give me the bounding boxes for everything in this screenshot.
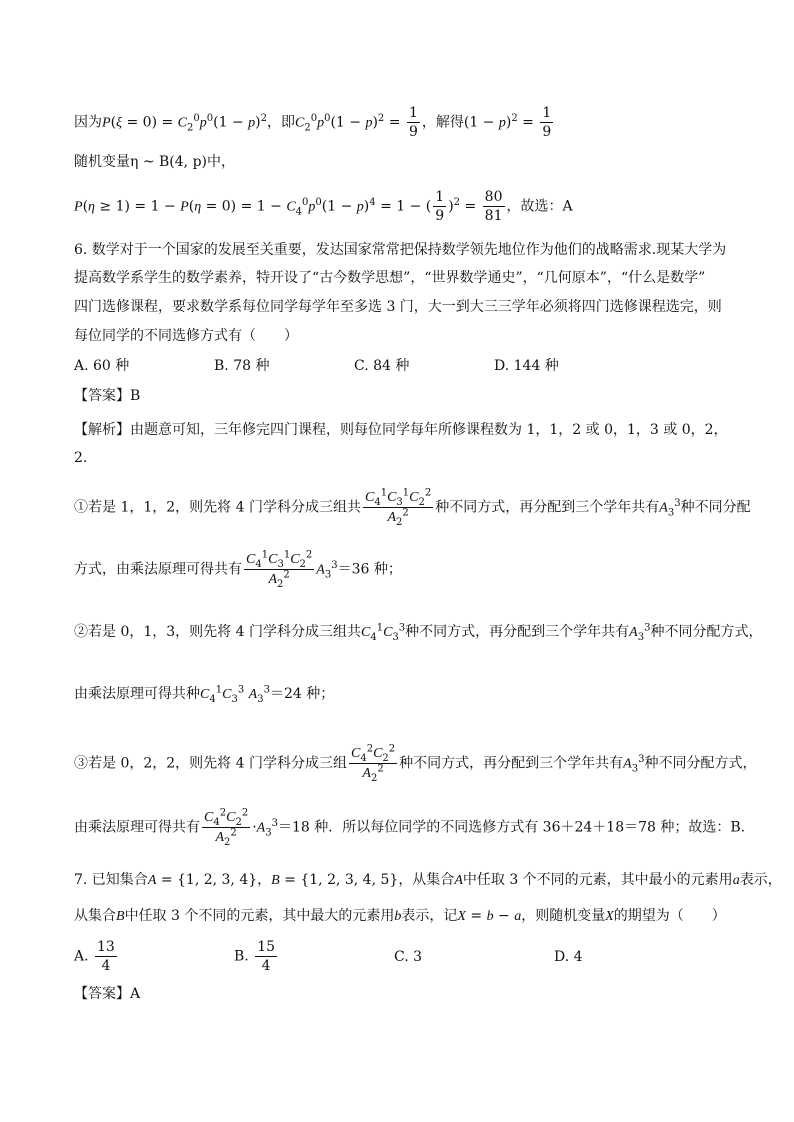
q7-stem-2: 从集合B中任取 3 个不同的元素，其中最大的元素用b表示，记X = b − a，则随机变量X的期望为（ ） [74, 908, 726, 924]
fraction: $\frac{1}{9}$ [435, 189, 445, 224]
text: ＝18 种．所以每位同学的不同选修方式有 36＋24＋18＝78 种；故选：B. [277, 819, 746, 836]
q7-options [74, 938, 674, 975]
text: 由乘法原理可得共种 [74, 686, 200, 702]
q6-analysis-1: 【解析】由题意可知，三年修完四门课程，则每位同学每年所修课程数为 1，1，2 或 0，1，3 或 0，2， [74, 422, 728, 438]
text: 种不同分配方式， [644, 755, 757, 772]
q6-stem-3: 四门选修课程，要求数学系每位同学每学年至多选 3 门，大一到大三三学年必须将四门选修课程选完，则 [74, 299, 722, 315]
formula: P [102, 115, 111, 131]
text: 从集合 [74, 908, 116, 924]
option-b: B. 78 种 [214, 358, 270, 374]
fraction: $\frac{C_4^1C_3^1C_2^2}{A_2^2}$ [246, 549, 313, 590]
text: ，故选：A [506, 198, 573, 215]
q7-stem-1: 7. 已知集合A = {1, 2, 3, 4}，B = {1, 2, 3, 4, 5}，从集合A中任取 3 个不同的元素，其中最小的元素用a表示， [74, 872, 782, 888]
text: 表示，记 [401, 908, 458, 924]
q5-line-2: 随机变量η ~ B(4, p)中， [74, 154, 235, 170]
text: ，则随机变量 [521, 908, 606, 924]
fraction: $\frac{C_4^2C_2^2}{A_2^2}$ [204, 807, 249, 848]
q6-stem-1: 6. 数学对于一个国家的发展至关重要，发达国家常常把保持数学领先地位作为他们的战略需求.现某大学为 [74, 242, 727, 258]
text: ， [257, 872, 272, 888]
q6-answer: 【答案】B [74, 388, 141, 404]
text: ①若是 1，1，2，则先将 4 门学科分成三组共 [74, 499, 361, 516]
text: 种不同方式，再分配到三个学年共有 [435, 499, 660, 516]
q5-line-1: 因为$P(\xi = 0) = C_2^0p^0(1 - p)^2$，即$C_2^0p^0(1 - p)^2$ = $\frac{1}{9}$ ，解得$(1 - p)^2$ = $\frac{1}{9}$ [74, 105, 552, 140]
text: 种不同方式，再分配到三个学年共有 [399, 755, 624, 772]
q6-analysis-2: 2. [74, 450, 88, 466]
text: 种不同方式，再分配到三个学年共有 [405, 624, 630, 640]
q6-case-2-line-2: 由乘法原理可得共种$C_4^1C_3^3$ $A_3^3=24$ 种； [74, 684, 335, 705]
text: ＝36 种； [337, 561, 402, 578]
q6-case-3-line-2: 由乘法原理可得共有 $\frac{C_4^2C_2^2}{A_2^2}$ $\cdot A_3^3=18$ 种．所以每位同学的不同选修方式有 36＋24＋18＝78 种；故选：B. [74, 807, 746, 848]
text: ②若是 0，1，3，则先将 4 门学科分成三组共 [74, 624, 361, 640]
q6-stem-2: 提高数学系学生的数学素养，特开设了“古今数学思想”，“世界数学通史”，“几何原本”，“什么是数学” [74, 270, 706, 286]
q7-answer: 【答案】A [74, 986, 141, 1002]
fraction: $\frac{1}{9}$ [542, 105, 552, 140]
text: 方式，由乘法原理可得共有 [74, 561, 242, 578]
fraction: $\frac{1}{9}$ [408, 105, 418, 140]
q6-stem-4: 每位同学的不同选修方式有（ ） [74, 328, 298, 344]
text: 7. 已知集合 [74, 872, 148, 888]
text: 种不同分配方式， [650, 624, 763, 640]
q5-line-3: $P(\eta \ge 1) = 1 - P(\eta = 0) = 1 - C_4^0p^0(1 - p)^4 = 1$ − ( $\frac{1}{9}$ )$^2$ = $\frac{80}{81}$ ，故选：A [74, 189, 573, 224]
text: 中任取 3 个不同的元素，其中最小的元素用 [462, 872, 733, 888]
text: ③若是 0，2，2，则先将 4 门学科分成三组 [74, 755, 347, 772]
option-c: C. 3 [394, 948, 423, 965]
fraction: $\frac{C_4^2C_2^2}{A_2^2}$ [350, 743, 396, 784]
option-c: C. 84 种 [354, 358, 410, 374]
text: 因为 [74, 114, 102, 131]
option-b: B. $\frac{15}{4}$ [234, 939, 276, 974]
q6-case-1-line-1: ①若是 1，1，2，则先将 4 门学科分成三组共 $\frac{C_4^1C_3^1C_2^2}{A_2^2}$ 种不同方式，再分配到三个学年共有$A_3^3$种不同分配 [74, 487, 751, 528]
q6-case-1-line-2: 方式，由乘法原理可得共有 $\frac{C_4^1C_3^1C_2^2}{A_2^2}$ $A_3^3=36$ 种； [74, 549, 402, 590]
q6-options [74, 356, 634, 376]
option-d: D. 4 [554, 948, 583, 965]
option-a: A. 60 种 [74, 358, 130, 374]
text: ，解得 [421, 114, 464, 131]
text: 表示， [739, 872, 782, 888]
text: ，即 [266, 114, 295, 131]
option-d: D. 144 种 [494, 358, 559, 374]
option-a: A. $\frac{13}{4}$ [74, 939, 115, 974]
text: ＝24 种； [269, 686, 335, 702]
text: 中任取 3 个不同的元素，其中最大的元素用 [124, 908, 395, 924]
text: 由乘法原理可得共有 [74, 819, 200, 836]
fraction: $\frac{C_4^1C_3^1C_2^2}{A_2^2}$ [364, 487, 432, 528]
text: ，从集合 [398, 872, 455, 888]
text: 种不同分配 [680, 499, 751, 516]
q6-case-3-line-1: ③若是 0，2，2，则先将 4 门学科分成三组 $\frac{C_4^2C_2^2}{A_2^2}$ 种不同方式，再分配到三个学年共有$A_3^3$种不同分配方式， [74, 743, 757, 784]
fraction: $\frac{80}{81}$ [484, 189, 503, 224]
q6-case-2-line-1: ②若是 0，1，3，则先将 4 门学科分成三组共$C_4^1C_3^3$种不同方式，再分配到三个学年共有$A_3^3$种不同分配方式， [74, 622, 763, 643]
text: 的期望为（ ） [613, 908, 726, 924]
